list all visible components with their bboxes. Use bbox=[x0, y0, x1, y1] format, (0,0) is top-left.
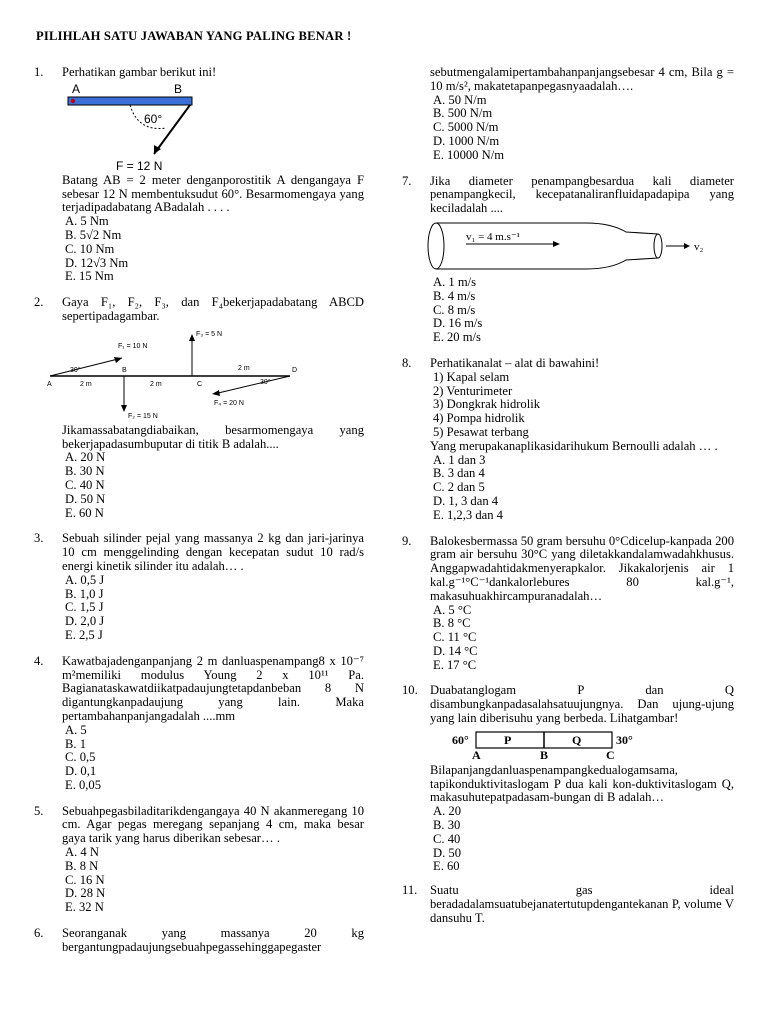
label-a: A bbox=[72, 81, 81, 96]
question-text: Perhatikanalat – alat di bawahini! bbox=[430, 355, 600, 370]
question-11 bbox=[402, 884, 734, 925]
question-number: 3. bbox=[34, 531, 44, 546]
option-a[interactable]: A. 0,5 J bbox=[65, 572, 105, 587]
question-1 bbox=[34, 66, 364, 284]
option-b[interactable]: B. 4 m/s bbox=[433, 288, 476, 303]
v2-label: v₂ bbox=[694, 240, 704, 253]
question-intro: Gaya F₁, F₂, F₃, dan F₄bekerjapadabatang ABCD sepertipadagambar. bbox=[62, 295, 364, 323]
question-6-continued bbox=[402, 66, 734, 163]
right-column bbox=[402, 66, 734, 938]
question-number: 7. bbox=[402, 173, 412, 188]
option-d[interactable]: D. 14 °C bbox=[433, 643, 478, 658]
option-b[interactable]: B. 1,0 J bbox=[65, 586, 104, 601]
question-number: 1. bbox=[34, 65, 44, 79]
option-e[interactable]: E. 1,2,3 dan 4 bbox=[433, 507, 503, 522]
point-a: A bbox=[472, 747, 481, 762]
question-text: Jikamassabatangdiabaikan, besarmomengaya yang bekerjapadasumbuputar di titik B adalah.... bbox=[62, 422, 364, 451]
device-item: 3) Dongkrak hidrolik bbox=[433, 397, 541, 412]
question-4 bbox=[34, 655, 364, 793]
force-label: F = 12 N bbox=[116, 158, 163, 172]
question-intro: Perhatikan gambar berikut ini! bbox=[62, 65, 217, 79]
question-text: Sebuahpegasbiladitarikdengangaya 40 N akanmeregang 10 cm. Agar pegas meregang sepanjang 4 cm, maka besar gaya tarik yang harus diberikan sebesar… . bbox=[62, 803, 364, 846]
question-text: Suatu gas ideal beradadalamsuatubejanatertutupdengantekanan P, volume V dansuhu T. bbox=[430, 883, 734, 925]
question-9 bbox=[402, 535, 734, 673]
angle-label: 60° bbox=[144, 111, 163, 126]
small-pipe-end bbox=[654, 234, 662, 258]
q2-beam-figure bbox=[42, 326, 342, 422]
q7-pipe-figure bbox=[426, 218, 726, 274]
f4-arrow bbox=[214, 376, 290, 394]
f1-arrowhead bbox=[114, 357, 122, 363]
option-d[interactable]: D. 16 m/s bbox=[433, 316, 483, 331]
question-7 bbox=[402, 175, 734, 345]
option-e[interactable]: E. 2,5 J bbox=[65, 627, 103, 642]
options-list bbox=[430, 454, 734, 523]
rod-q-label: Q bbox=[572, 732, 582, 747]
option-b[interactable]: B. 500 N/m bbox=[433, 106, 493, 121]
large-pipe-end bbox=[428, 223, 444, 269]
option-b[interactable]: B. 3 dan 4 bbox=[433, 466, 485, 481]
question-text: Kawatbajadenganpanjang 2 m danluaspenampang8 x 10⁻⁷ m²memiliki modulus Young 2 x 10¹¹ Pa. Bagianataskawatdiikatpadaujungtetapdanbeban 8 N digantungkanpadaujung yang lain. Maka pertambahanpanjangadalah ....mm bbox=[62, 653, 364, 723]
option-b[interactable]: B. 8 N bbox=[65, 858, 99, 873]
option-a[interactable]: A. 5 bbox=[65, 722, 87, 737]
options-list bbox=[430, 805, 734, 874]
segment-cd: 2 m bbox=[238, 364, 250, 372]
option-a[interactable]: A. 50 N/m bbox=[433, 92, 487, 107]
question-text: Batang AB = 2 meter denganporostitik A dengangaya F sebesar 12 N membentuksudut 60°. Besarmomengaya yang terjadipadabatang ABadalah . . . . bbox=[62, 172, 364, 215]
question-number: 4. bbox=[34, 653, 44, 668]
option-a[interactable]: A. 4 N bbox=[65, 845, 99, 860]
question-number: 10. bbox=[402, 683, 418, 698]
option-c[interactable]: C. 40 N bbox=[65, 477, 105, 492]
option-a[interactable]: A. 1 m/s bbox=[433, 274, 477, 289]
temp-left: 60° bbox=[452, 732, 469, 747]
option-c[interactable]: C. 2 dan 5 bbox=[433, 480, 485, 495]
question-text: Duabatanglogam P dan Q disambungkanpadasalahsatuujungnya. Dan ujung-ujung yang lain diberisuhu yang berbeda. Lihatgambar! bbox=[430, 683, 734, 726]
label-b: B bbox=[122, 366, 127, 374]
option-e[interactable]: E. 10000 N/m bbox=[433, 147, 505, 162]
option-c[interactable]: C. 11 °C bbox=[433, 630, 477, 645]
label-c: C bbox=[197, 380, 203, 388]
q10-rods-figure bbox=[452, 728, 702, 762]
f3-label: F₃ = 5 N bbox=[196, 330, 222, 338]
point-c: C bbox=[606, 747, 615, 762]
v1-arrowhead bbox=[553, 241, 560, 247]
question-number: 6. bbox=[34, 926, 44, 941]
f2-arrowhead bbox=[121, 405, 127, 412]
f4-label: F₄ = 20 N bbox=[214, 399, 244, 407]
label-b: B bbox=[174, 81, 183, 96]
question-number: 9. bbox=[402, 533, 412, 548]
rod-ab bbox=[68, 97, 192, 105]
question-text-continued: sebutmengalamipertambahanpanjangsebesar 4 cm, Bila g = 10 m/s², makatetapanpegasnyaadalah…. bbox=[430, 65, 734, 93]
option-b[interactable]: B. 1 bbox=[65, 736, 86, 751]
option-e[interactable]: E. 32 N bbox=[65, 900, 104, 915]
f1-arrow bbox=[50, 358, 122, 376]
f4-arrowhead bbox=[212, 390, 220, 396]
question-text: Seoranganak yang massanya 20 kg bergantungpadaujungsebuahpegassehinggapegaster bbox=[62, 926, 364, 954]
option-c[interactable]: C. 40 bbox=[433, 831, 461, 846]
question-text-2: Bilapanjangdanluaspenampangkedualogamsama, tapikonduktivitaslogam P dua kali kon-duktivitaslogam Q, makasuhutepatpadasam-bungan di B adalah… bbox=[430, 762, 734, 805]
question-10 bbox=[402, 684, 734, 874]
question-2 bbox=[34, 296, 364, 520]
angle-2: 30° bbox=[260, 378, 271, 386]
option-b[interactable]: B. 5√2 Nm bbox=[65, 227, 122, 242]
segment-bc: 2 m bbox=[150, 380, 162, 388]
left-column bbox=[34, 66, 364, 967]
option-c[interactable]: C. 16 N bbox=[65, 872, 105, 887]
option-e[interactable]: E. 17 °C bbox=[433, 657, 477, 672]
v1-label: v₁ = 4 m.s⁻¹ bbox=[466, 230, 520, 243]
question-text: Balokesbermassa 50 gram bersuhu 0°Cdicelup-kanpada 200 gram air bersuhu 30°C yang diletakkandalamwadahkhusus. Anggapwadahtidakmenyerapkalor. Jikakalorjenis air 1 kal.g⁻¹°C⁻¹dankalorlebures 80 kal.g⁻¹, makasuhuakhircampuranadalah… bbox=[430, 533, 734, 603]
device-item: 5) Pesawat terbang bbox=[433, 424, 529, 439]
device-item: 4) Pompa hidrolik bbox=[433, 411, 525, 426]
option-b[interactable]: B. 30 N bbox=[65, 464, 105, 479]
question-5 bbox=[34, 805, 364, 915]
options-list bbox=[62, 451, 364, 520]
option-e[interactable]: E. 20 m/s bbox=[433, 330, 481, 345]
angle-1: 30° bbox=[70, 366, 81, 374]
option-b[interactable]: B. 8 °C bbox=[433, 616, 471, 631]
q1-rod-figure bbox=[62, 82, 202, 172]
option-d[interactable]: D. 50 N bbox=[65, 491, 106, 506]
question-text-2: Yang merupakanaplikasidarihukum Bernoulli adalah … . bbox=[430, 438, 718, 453]
option-c[interactable]: C. 1,5 J bbox=[65, 600, 104, 615]
option-a[interactable]: A. 20 N bbox=[65, 450, 106, 465]
device-item: 1) Kapal selam bbox=[433, 369, 510, 384]
device-list bbox=[430, 371, 734, 440]
option-c[interactable]: C. 5000 N/m bbox=[433, 120, 499, 135]
option-d[interactable]: D. 1, 3 dan 4 bbox=[433, 493, 499, 508]
label-d: D bbox=[292, 366, 298, 374]
option-e[interactable]: E. 60 N bbox=[65, 505, 104, 520]
pivot-point bbox=[71, 99, 75, 103]
option-a[interactable]: A. 1 dan 3 bbox=[433, 452, 486, 467]
question-number: 2. bbox=[34, 295, 44, 310]
temp-right: 30° bbox=[616, 732, 633, 747]
option-a[interactable]: A. 5 Nm bbox=[65, 214, 109, 229]
question-8 bbox=[402, 357, 734, 523]
options-list bbox=[62, 724, 364, 793]
question-text: Sebuah silinder pejal yang massanya 2 kg dan jari-jarinya 10 cm menggelinding dengan kecepatan sudut 10 rad/s energi kinetik silinder itu adalah… . bbox=[62, 531, 364, 573]
question-6 bbox=[34, 927, 364, 955]
option-c[interactable]: C. 8 m/s bbox=[433, 302, 476, 317]
question-number: 11. bbox=[402, 883, 418, 898]
device-item: 2) Venturimeter bbox=[433, 383, 513, 398]
option-d[interactable]: D. 50 bbox=[433, 845, 461, 860]
option-e[interactable]: E. 60 bbox=[433, 859, 460, 874]
option-b[interactable]: B. 30 bbox=[433, 818, 461, 833]
point-b: B bbox=[540, 747, 549, 762]
f1-label: F₁ = 10 N bbox=[118, 342, 148, 350]
option-a[interactable]: A. 20 bbox=[433, 804, 461, 819]
options-list bbox=[62, 215, 364, 284]
option-d[interactable]: D. 1000 N/m bbox=[433, 133, 500, 148]
pipe-bottom-edge bbox=[436, 258, 658, 269]
option-d[interactable]: D. 0,1 bbox=[65, 764, 97, 779]
question-number: 5. bbox=[34, 803, 44, 818]
option-c[interactable]: C. 10 Nm bbox=[65, 241, 115, 256]
page-title: PILIHLAH SATU JAWABAN YANG PALING BENAR ! bbox=[36, 29, 352, 43]
options-list bbox=[430, 604, 734, 673]
option-e[interactable]: E. 0,05 bbox=[65, 777, 102, 792]
option-d[interactable]: D. 28 N bbox=[65, 886, 106, 901]
segment-ab: 2 m bbox=[80, 380, 92, 388]
question-text: Jika diameter penampangbesardua kali diameter penampangkecil, kecepatanaliranfluidapadapipa yang keciladalah .... bbox=[430, 173, 734, 216]
option-d[interactable]: D. 2,0 J bbox=[65, 614, 105, 629]
option-e[interactable]: E. 15 Nm bbox=[65, 269, 114, 284]
v2-arrowhead bbox=[684, 243, 690, 249]
option-d[interactable]: D. 12√3 Nm bbox=[65, 255, 129, 270]
options-list bbox=[62, 846, 364, 915]
f2-label: F₂ = 15 N bbox=[128, 412, 158, 420]
options-list bbox=[62, 574, 364, 643]
option-c[interactable]: C. 0,5 bbox=[65, 750, 96, 765]
label-a: A bbox=[47, 380, 52, 388]
rod-p-label: P bbox=[504, 732, 512, 747]
question-3 bbox=[34, 532, 364, 642]
question-number: 8. bbox=[402, 355, 412, 370]
options-list bbox=[430, 276, 734, 345]
f3-arrowhead bbox=[189, 334, 195, 341]
option-a[interactable]: A. 5 °C bbox=[433, 602, 472, 617]
options-list bbox=[430, 94, 734, 163]
